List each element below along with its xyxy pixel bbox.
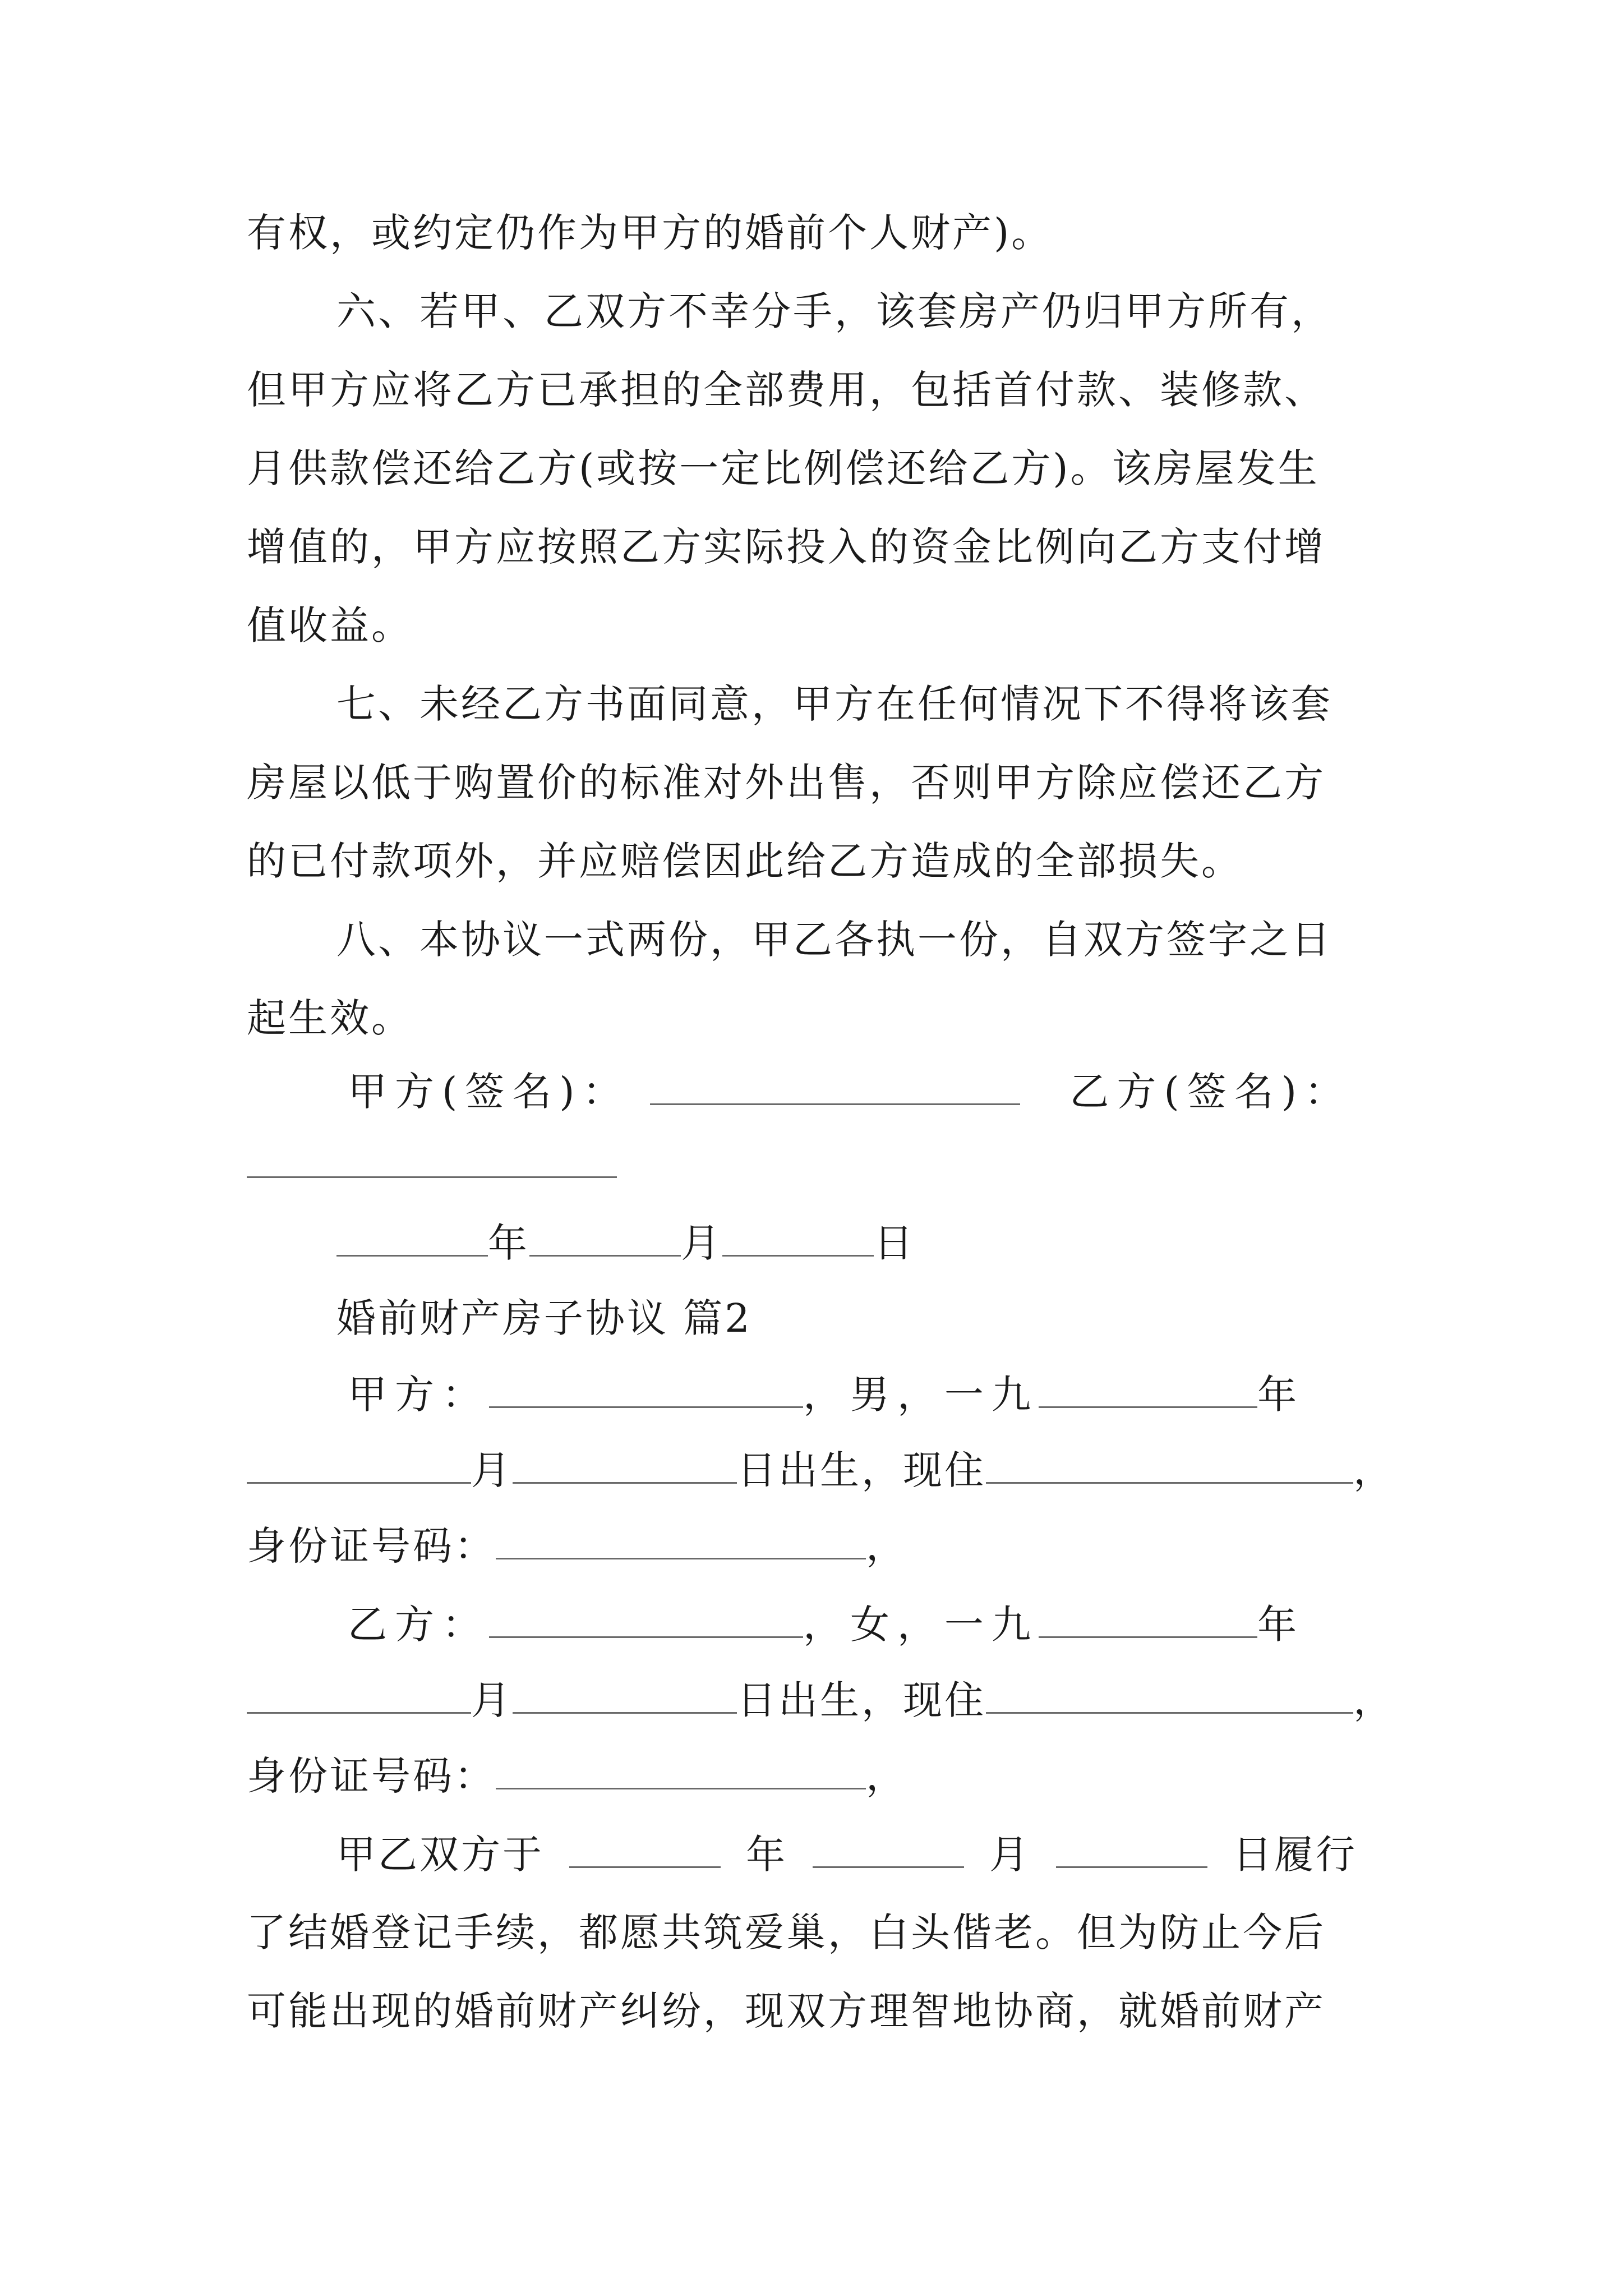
marriage-year-blank[interactable] xyxy=(569,1832,721,1868)
paragraph-line: 增值的，甲方应按照乙方实际投入的资金比例向乙方支付增 xyxy=(247,524,1326,570)
party-b-born-prefix: 一九 xyxy=(944,1602,1039,1648)
party-a-birth-day-blank[interactable] xyxy=(513,1447,737,1484)
party-b-line-1 xyxy=(348,1602,1304,1647)
paragraph-line: 房屋以低于购置价的标准对外出售，否则甲方除应偿还乙方 xyxy=(247,760,1326,806)
paragraph-line: 了结婚登记手续，都愿共筑爱巢，白头偕老。但为防止今后 xyxy=(247,1910,1326,1955)
year-blank[interactable] xyxy=(336,1220,488,1257)
day-blank[interactable] xyxy=(722,1220,874,1257)
party-b-label: 乙方： xyxy=(348,1602,489,1648)
party-a-address-label: 日出生，现住 xyxy=(737,1447,986,1493)
party-a-line-3 xyxy=(247,1523,907,1568)
marriage-suffix: 日履行 xyxy=(1233,1832,1357,1878)
party-a-signature-blank[interactable] xyxy=(650,1069,1020,1105)
party-a-id-label: 身份证号码： xyxy=(247,1523,496,1569)
party-a-label: 甲方： xyxy=(348,1372,489,1418)
date-line xyxy=(336,1220,915,1266)
party-b-address-label: 日出生，现住 xyxy=(737,1677,986,1723)
paragraph-line: 可能出现的婚前财产纠纷，现双方理智地协商，就婚前财产 xyxy=(247,1988,1326,2034)
party-a-line-1 xyxy=(348,1372,1304,1417)
party-a-line-2 xyxy=(247,1447,1395,1493)
marriage-line-1 xyxy=(336,1832,1357,1877)
party-a-birth-year-blank[interactable] xyxy=(1039,1372,1257,1408)
marriage-year-label: 年 xyxy=(746,1832,787,1878)
party-a-gender: ，男， xyxy=(803,1372,944,1418)
paragraph-line: 但甲方应将乙方已承担的全部费用，包括首付款、装修款、 xyxy=(247,367,1326,413)
party-b-line-2 xyxy=(247,1677,1395,1723)
party-b-id-label: 身份证号码： xyxy=(247,1753,496,1799)
party-a-year-label: 年 xyxy=(1257,1372,1304,1418)
comma: ， xyxy=(866,1753,907,1799)
marriage-day-blank[interactable] xyxy=(1056,1832,1207,1868)
paragraph-line: 六、若甲、乙双方不幸分手，该套房产仍归甲方所有， xyxy=(336,288,1332,334)
party-b-birth-year-blank[interactable] xyxy=(1039,1602,1257,1638)
month-label: 月 xyxy=(681,1220,722,1266)
day-label: 日 xyxy=(874,1220,915,1266)
paragraph-line: 八、本协议一式两份，甲乙各执一份，自双方签字之日 xyxy=(336,917,1332,963)
comma: ， xyxy=(1353,1677,1395,1723)
paragraph-line: 有权，或约定仍作为甲方的婚前个人财产)。 xyxy=(247,210,1053,256)
marriage-month-blank[interactable] xyxy=(813,1832,964,1868)
party-b-month-label: 月 xyxy=(471,1677,513,1723)
party-a-birth-month-blank[interactable] xyxy=(247,1447,471,1484)
marriage-prefix: 甲乙双方于 xyxy=(336,1832,544,1878)
party-a-address-blank[interactable] xyxy=(986,1447,1353,1484)
paragraph-line: 的已付款项外，并应赔偿因此给乙方造成的全部损失。 xyxy=(247,838,1243,884)
party-a-signature-label: 甲方(签名)： xyxy=(348,1069,630,1115)
party-b-line-3 xyxy=(247,1753,907,1798)
section-title: 婚前财产房子协议 篇2 xyxy=(336,1295,752,1341)
comma: ， xyxy=(1353,1447,1395,1493)
paragraph-line: 起生效。 xyxy=(247,995,413,1041)
party-b-signature-label: 乙方(签名)： xyxy=(1069,1069,1352,1115)
party-b-year-label: 年 xyxy=(1257,1602,1304,1648)
signature-line xyxy=(348,1069,1352,1114)
party-b-address-blank[interactable] xyxy=(986,1677,1353,1714)
month-blank[interactable] xyxy=(529,1220,681,1257)
party-b-name-blank[interactable] xyxy=(489,1602,803,1638)
party-a-month-label: 月 xyxy=(471,1447,513,1493)
marriage-month-label: 月 xyxy=(989,1832,1031,1878)
party-b-gender: ，女， xyxy=(803,1602,944,1648)
party-b-birth-day-blank[interactable] xyxy=(513,1677,737,1714)
signature-continuation xyxy=(247,1142,617,1187)
year-label: 年 xyxy=(488,1220,529,1266)
party-b-birth-month-blank[interactable] xyxy=(247,1677,471,1714)
party-a-born-prefix: 一九 xyxy=(944,1372,1039,1418)
paragraph-line: 值收益。 xyxy=(247,602,413,648)
party-a-id-blank[interactable] xyxy=(496,1523,866,1559)
comma: ， xyxy=(866,1523,907,1569)
paragraph-line: 七、未经乙方书面同意，甲方在任何情况下不得将该套 xyxy=(336,681,1332,727)
party-b-id-blank[interactable] xyxy=(496,1753,866,1789)
paragraph-line: 月供款偿还给乙方(或按一定比例偿还给乙方)。该房屋发生 xyxy=(247,445,1320,491)
party-a-name-blank[interactable] xyxy=(489,1372,803,1408)
party-b-signature-blank[interactable] xyxy=(247,1142,617,1178)
